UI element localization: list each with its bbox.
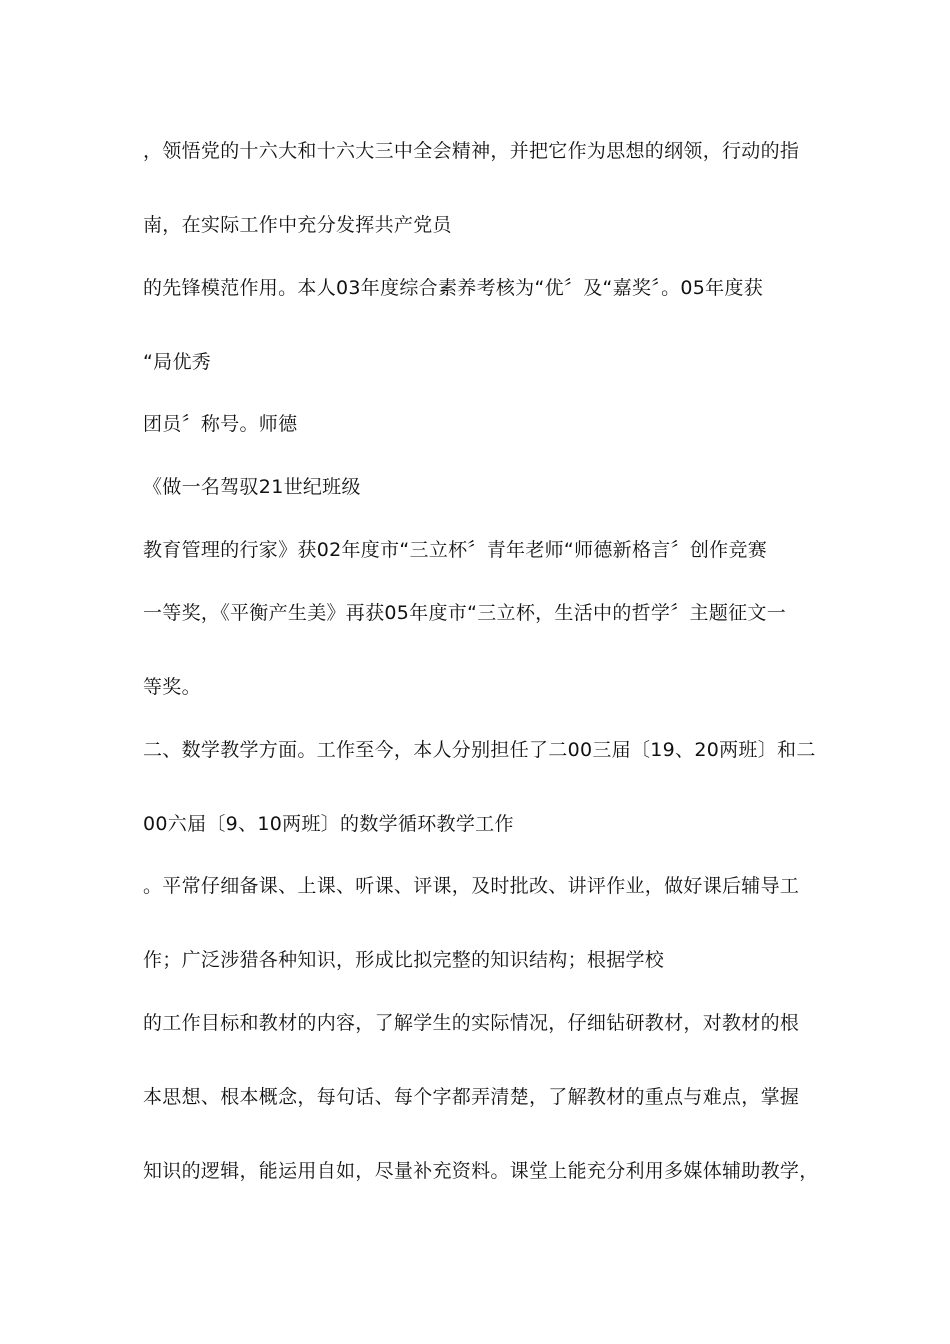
text-line: ，领悟党的十六大和十六大三中全会精神，并把它作为思想的纲领，行动的指 <box>143 140 800 162</box>
text-line: “局优秀 <box>143 351 212 373</box>
text-line: 《做一名驾驭21世纪班级 <box>143 476 361 498</box>
text-line: 团员〞称号。师德 <box>143 413 298 435</box>
text-line: 知识的逻辑，能运用自如，尽量补充资料。课堂上能充分利用多媒体辅助教学， <box>143 1160 819 1182</box>
text-line: 教育管理的行家》获02年度市“三立杯〞青年老师“师德新格言〞创作竞赛 <box>143 539 768 561</box>
text-line: 作；广泛涉猎各种知识，形成比拟完整的知识结构；根据学校 <box>143 949 665 971</box>
text-line: 00六届〔9、10两班〕的数学循环教学工作 <box>143 813 514 835</box>
text-line: 。平常仔细备课、上课、听课、评课，及时批改、讲评作业，做好课后辅导工 <box>143 875 800 897</box>
text-line: 的先锋模范作用。本人03年度综合素养考核为“优〞及“嘉奖〞。05年度获 <box>143 277 764 299</box>
text-line: 南，在实际工作中充分发挥共产党员 <box>143 214 452 236</box>
text-line: 二、数学教学方面。工作至今，本人分别担任了二00三届〔19、20两班〕和二 <box>143 739 816 761</box>
text-line: 一等奖，《平衡产生美》再获05年度市“三立杯，生活中的哲学〞主题征文一 <box>143 602 787 624</box>
text-line: 的工作目标和教材的内容，了解学生的实际情况，仔细钻研教材，对教材的根 <box>143 1012 800 1034</box>
text-line: 本思想、根本概念，每句话、每个字都弄清楚，了解教材的重点与难点，掌握 <box>143 1086 800 1108</box>
text-line: 等奖。 <box>143 676 201 698</box>
